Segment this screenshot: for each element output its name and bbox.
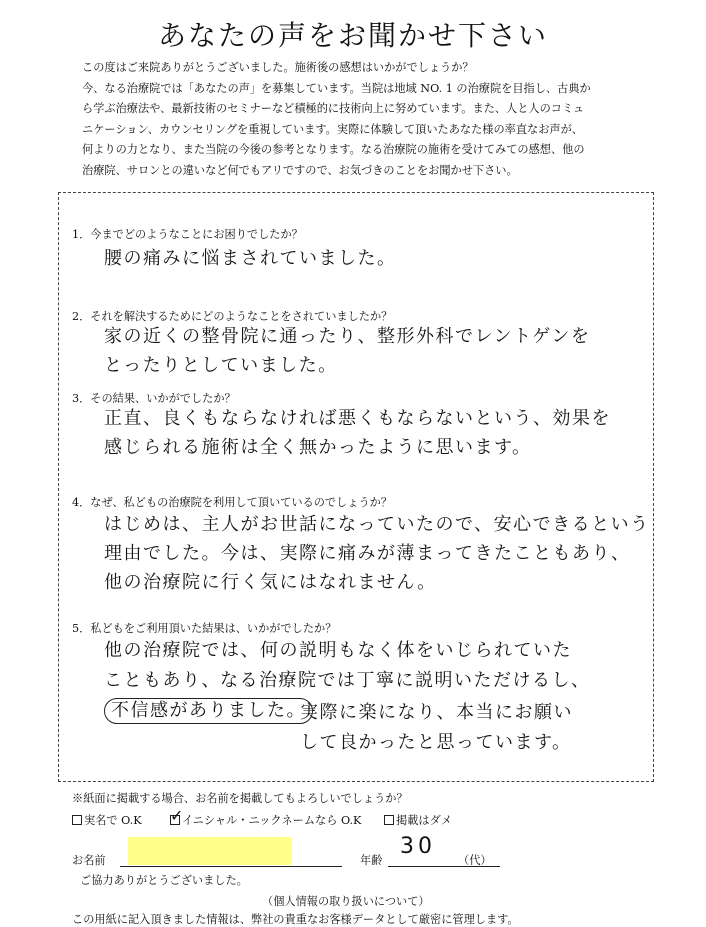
answer-line: とったりとしていました。 [104,355,338,376]
age-unit: （代） [458,854,492,867]
intro-line: 治療院、サロンとの違いなど何でもアリですので、お気づきのことをお聞かせ下さい。 [82,163,518,177]
answer-3[interactable] [104,404,611,462]
question-4-label: 4．なぜ、私どもの治療院を利用して頂いているのでしょうか？ [72,496,393,509]
page-title: あなたの声をお聞かせ下さい [157,19,548,52]
intro-line: 何よりの力となり、また当院の今後の参考となります。なる治療院の施術を受けてみての感想、他の [82,143,585,157]
question-1-label: 1．今までどのようなことにお困りでしたか？ [72,228,303,241]
answer-line: 感じられる施術は全く無かったように思います。 [104,437,532,458]
answer-line: 実際に楽になり、本当にお願い [300,702,573,723]
intro-line: ニケーション、カウンセリングを重視しています。実際に体験して頂いたあなた様の率直なお声が、 [82,122,583,136]
intro-line: ら学ぶ治療法や、最新技術のセミナーなど積極的に技術向上に努めています。また、人と人のコミュ [82,102,585,116]
question-3-label: 3．その結果、いかがでしたか？ [72,392,236,405]
answer-4[interactable] [104,510,650,597]
question-2-label: 2．それを解決するためにどのようなことをされていましたか？ [72,310,393,323]
check-mark-icon: ✓ [170,806,184,825]
answer-line: 他の治療院に行く気にはなれません。 [104,572,437,593]
answer-5[interactable] [104,636,664,756]
answer-line: 家の近くの整骨院に通ったり、整形外科でレントゲンを [104,326,591,347]
privacy-heading: （個人情報の取り扱いについて） [262,895,430,908]
name-label: お名前 [72,854,106,867]
age-value[interactable]: 30 [400,834,436,859]
circled-phrase-wrap [104,698,313,724]
answer-line: 他の治療院では、何の説明もなく体をいじられていた [104,640,572,661]
option-label: イニシャル・ニックネームなら O.K [182,814,362,827]
checkbox-initial-nickname[interactable] [170,806,184,825]
intro-text [82,58,642,182]
answer-line: こともあり、 [104,670,221,691]
answer-line: 正直、良くもならなければ悪くもならないという、効果を [104,408,611,429]
circled-phrase: 不信感がありました。 [104,698,313,724]
intro-line: この度はご来院ありがとうございました。施術後の感想はいかがでしょうか？ [82,61,474,74]
option-initial-nickname[interactable] [170,806,362,828]
question-5-label: 5．私どもをご利用頂いた結果は、いかがでしたか？ [72,622,337,635]
age-label: 年齢 [360,854,383,867]
privacy-text: この用紙に記入頂きました情報は、弊社の貴重なお客様データとして厳密に管理します。 [72,913,519,926]
intro-line: 今、なる治療院では「あなたの声」を募集しています。当院は地域 NO. 1 の治療院を目指し、古典か [82,81,591,95]
answer-line: はじめは、主人がお世話になっていたので、安心できるという [104,514,650,535]
consent-question: ※紙面に掲載する場合、お名前を掲載してもよろしいでしょうか？ [72,792,408,805]
answer-line: なる治療院では丁寧に説明いただけるし、 [220,670,591,691]
option-label: 掲載はダメ [396,814,452,827]
answer-2[interactable] [104,322,590,380]
answer-line: 理由でした。今は、実際に痛みが薄まってきたこともあり、 [104,543,631,564]
name-underline [120,866,342,867]
option-label: 実名で O.K [84,814,142,827]
checkbox-real-name[interactable] [72,815,82,825]
thanks-text: ご協力ありがとうございました。 [80,874,248,887]
option-real-name[interactable] [72,812,142,828]
answer-line: 腰の痛みに悩まされていました。 [104,248,397,269]
checkbox-not-allowed[interactable] [384,815,394,825]
answer-1[interactable] [104,244,397,273]
name-field-redacted[interactable] [128,837,292,865]
answer-line: して良かったと思っています。 [300,732,572,753]
option-not-allowed[interactable] [384,812,452,828]
